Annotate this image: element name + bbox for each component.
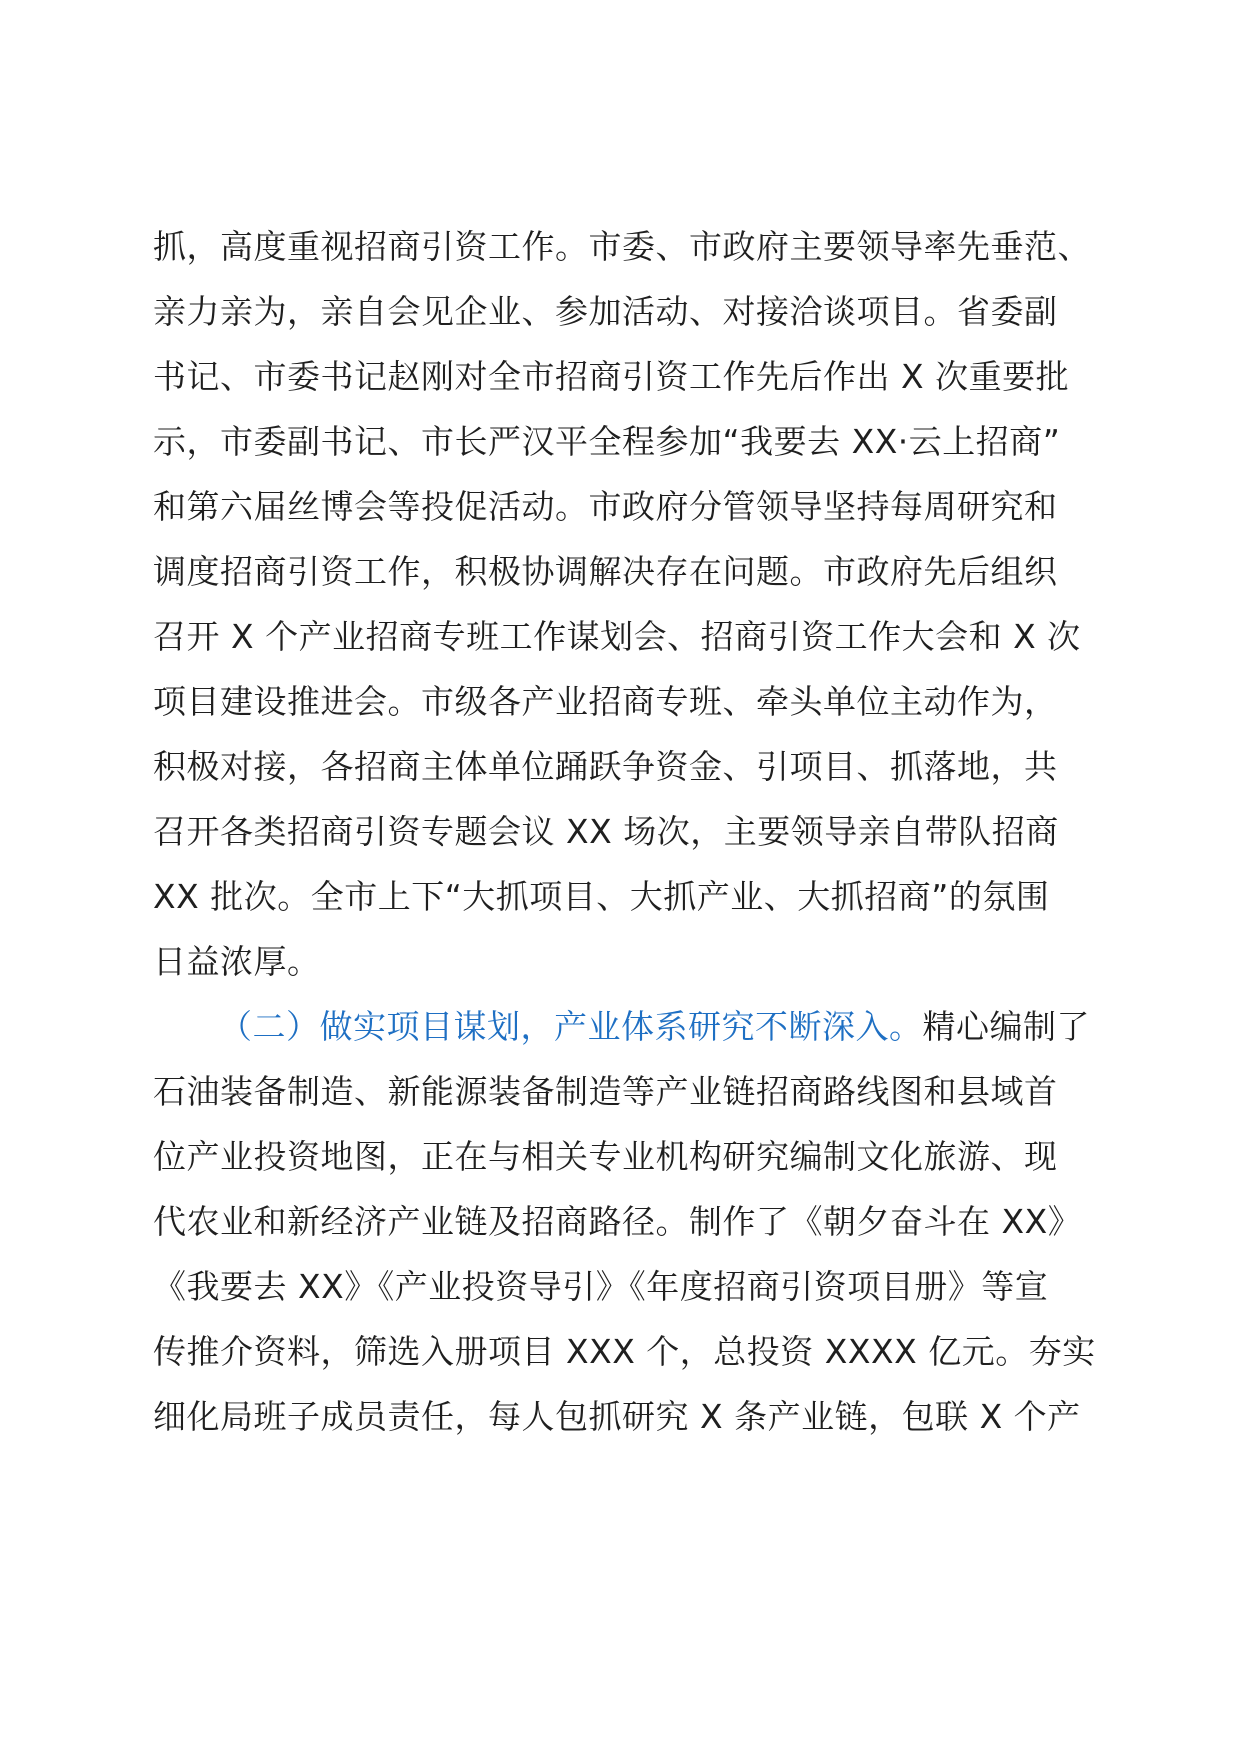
document-body <box>153 214 1096 1449</box>
paragraph-line: XX 批次。全市上下“大抓项目、大抓产业、大抓招商”的氛围 <box>153 877 1050 916</box>
paragraph-line: 传推介资料，筛选入册项目 XXX 个，总投资 XXXX 亿元。夯实 <box>153 1332 1096 1371</box>
paragraph-line: 代农业和新经济产业链及招商路径。制作了《朝夕奋斗在 XX》 <box>153 1202 1082 1241</box>
paragraph-line: 和第六届丝博会等投促活动。市政府分管领导坚持每周研究和 <box>153 487 1058 526</box>
paragraph-line: 细化局班子成员责任，每人包抓研究 X 条产业链，包联 X 个产 <box>153 1397 1081 1436</box>
paragraph-line: 位产业投资地图，正在与相关专业机构研究编制文化旅游、现 <box>153 1137 1058 1176</box>
paragraph-line: 积极对接，各招商主体单位踊跃争资金、引项目、抓落地，共 <box>153 747 1058 786</box>
paragraph-line: 项目建设推进会。市级各产业招商专班、牵头单位主动作为， <box>153 682 1058 721</box>
paragraph-line: 示，市委副书记、市长严汉平全程参加“我要去 XX·云上招商” <box>153 422 1061 461</box>
paragraph-line: 书记、市委书记赵刚对全市招商引资工作先后作出 X 次重要批 <box>153 357 1070 396</box>
paragraph-text: 精心编制了 <box>922 1007 1090 1046</box>
section-heading: （二）做实项目谋划，产业体系研究不断深入。 <box>219 1007 923 1046</box>
paragraph-line: 抓，高度重视招商引资工作。市委、市政府主要领导率先垂范、 <box>153 227 1091 266</box>
paragraph-line: 调度招商引资工作，积极协调解决存在问题。市政府先后组织 <box>153 552 1058 591</box>
paragraph-line: 召开各类招商引资专题会议 XX 场次，主要领导亲自带队招商 <box>153 812 1059 851</box>
paragraph-line: 日益浓厚。 <box>153 942 321 981</box>
paragraph-line: 亲力亲为，亲自会见企业、参加活动、对接洽谈项目。省委副 <box>153 292 1058 331</box>
paragraph-line: 召开 X 个产业招商专班工作谋划会、招商引资工作大会和 X 次 <box>153 617 1081 656</box>
paragraph-line: 石油装备制造、新能源装备制造等产业链招商路线图和县域首 <box>153 1072 1058 1111</box>
paragraph-line: 《我要去 XX》《产业投资导引》《年度招商引资项目册》等宣 <box>153 1267 1049 1306</box>
section-heading-line <box>153 994 1093 1059</box>
